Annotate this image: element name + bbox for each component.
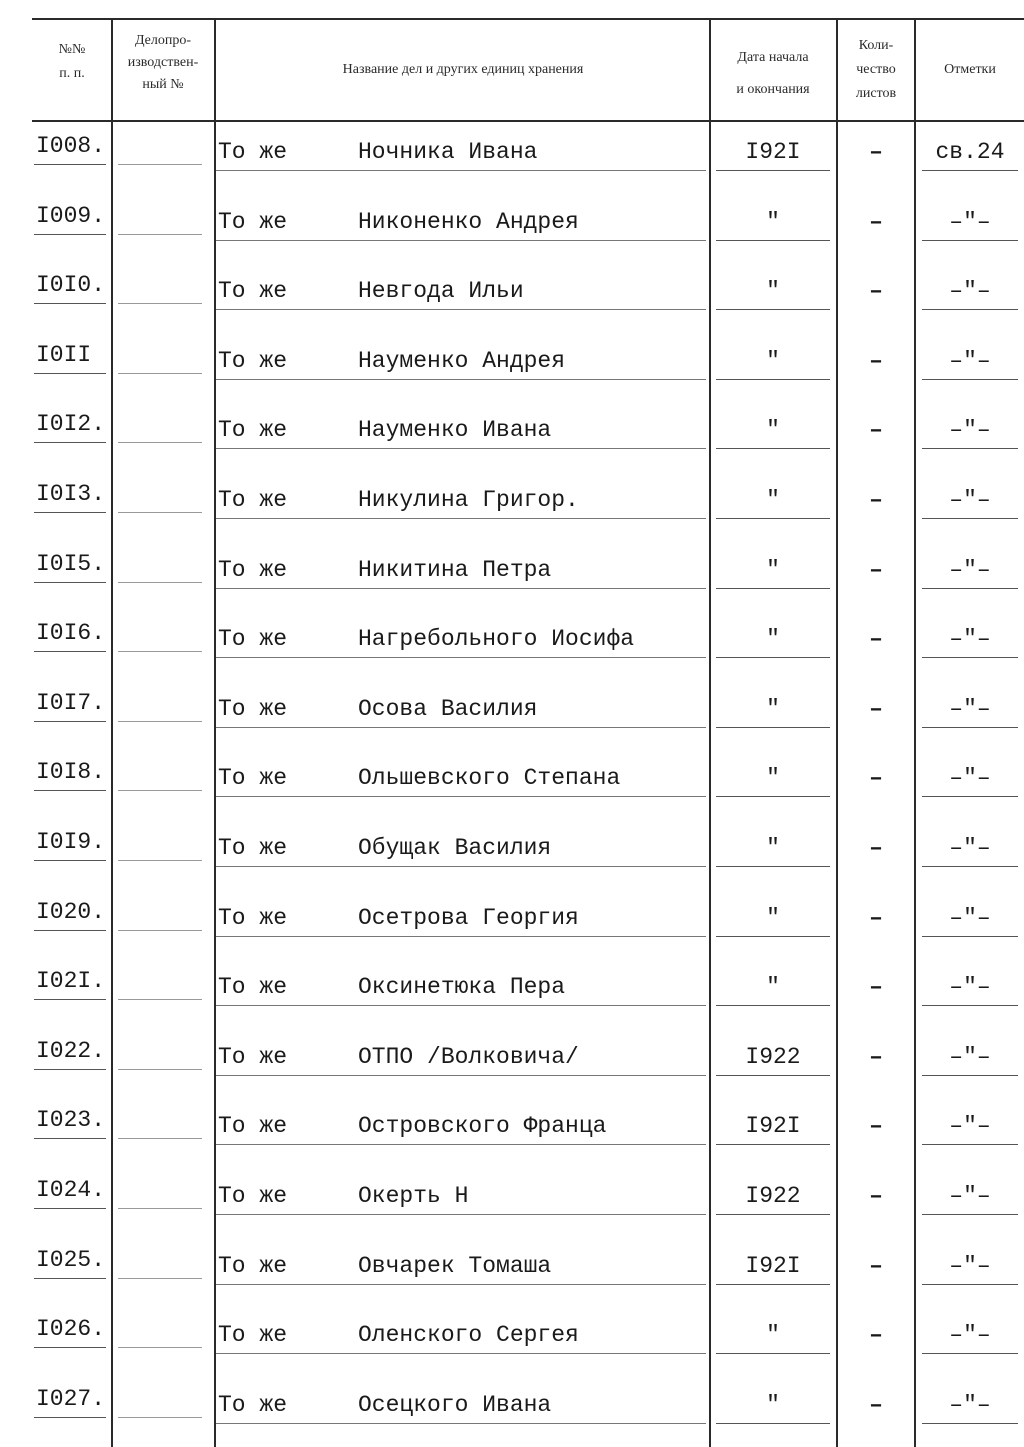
- table-row: [0, 124, 1024, 194]
- row-underline: [716, 588, 830, 589]
- row-note: –"–: [949, 1183, 991, 1209]
- row-date: ": [766, 1322, 780, 1349]
- row-underline: [118, 1208, 202, 1209]
- row-underline: [922, 170, 1018, 171]
- row-number: I020.: [36, 898, 106, 925]
- row-date: ": [766, 556, 780, 583]
- row-underline: [34, 1208, 106, 1209]
- row-sheet-count: –: [869, 765, 883, 792]
- row-same-as: То же: [218, 208, 288, 235]
- row-underline: [216, 309, 706, 310]
- row-date: ": [766, 974, 780, 1001]
- row-underline: [34, 860, 106, 861]
- table-row: [0, 681, 1024, 751]
- row-underline: [118, 721, 202, 722]
- row-note: –"–: [949, 765, 991, 792]
- row-underline: [216, 727, 706, 728]
- row-underline: [716, 1423, 830, 1424]
- row-date: I92I: [745, 139, 801, 165]
- row-underline: [922, 588, 1018, 589]
- row-underline: [922, 379, 1018, 380]
- row-underline: [216, 448, 706, 449]
- row-sheet-count: –: [869, 974, 883, 1001]
- header-number-line-1: №№: [58, 42, 86, 57]
- row-underline: [922, 1353, 1018, 1354]
- row-underline: [118, 1417, 202, 1418]
- table-row: [0, 820, 1024, 890]
- header-office-number: [113, 30, 213, 96]
- row-underline: [716, 796, 830, 797]
- row-same-as: То же: [218, 1183, 288, 1209]
- table-row: [0, 611, 1024, 681]
- row-underline: [922, 1075, 1018, 1076]
- row-same-as: То же: [218, 974, 288, 1001]
- row-underline: [716, 727, 830, 728]
- row-note: –"–: [949, 1113, 991, 1140]
- table-row: [0, 1238, 1024, 1308]
- header-count-line-3: листов: [855, 86, 897, 101]
- row-note: –"–: [949, 695, 991, 722]
- row-number: I025.: [36, 1246, 106, 1273]
- row-underline: [216, 1423, 706, 1424]
- row-underline: [716, 379, 830, 380]
- row-number: I009.: [36, 202, 106, 229]
- row-file-name: Окерть Н: [358, 1183, 469, 1209]
- row-same-as: То же: [218, 626, 288, 653]
- row-note: –"–: [949, 556, 991, 583]
- row-same-as: То же: [218, 1113, 288, 1140]
- row-same-as: То же: [218, 835, 288, 861]
- row-file-name: Нагребольного Иосифа: [358, 626, 635, 653]
- row-underline: [34, 442, 106, 443]
- row-underline: [118, 442, 202, 443]
- header-title: Название дел и других единиц хранения: [342, 62, 584, 77]
- row-underline: [34, 1417, 106, 1418]
- row-underline: [216, 170, 706, 171]
- row-same-as: То же: [218, 1391, 288, 1418]
- row-sheet-count: –: [869, 417, 883, 444]
- table-row: [0, 959, 1024, 1029]
- row-underline: [118, 582, 202, 583]
- row-underline: [118, 1278, 202, 1279]
- row-underline: [716, 1075, 830, 1076]
- row-number: I023.: [36, 1107, 106, 1134]
- row-underline: [34, 790, 106, 791]
- row-number: I0I2.: [36, 411, 106, 438]
- row-underline: [922, 1284, 1018, 1285]
- row-underline: [216, 518, 706, 519]
- table-row: [0, 542, 1024, 612]
- header-office-line-2: изводствен-: [127, 55, 199, 70]
- row-date: ": [766, 626, 780, 653]
- row-same-as: То же: [218, 1252, 288, 1279]
- row-sheet-count: –: [869, 1252, 883, 1279]
- row-date: I922: [745, 1183, 801, 1209]
- row-underline: [922, 1423, 1018, 1424]
- header-office-line-3: ный №: [142, 77, 184, 92]
- row-same-as: То же: [218, 904, 288, 931]
- row-underline: [716, 1214, 830, 1215]
- row-date: ": [766, 417, 780, 444]
- row-underline: [922, 727, 1018, 728]
- row-number: I0I3.: [36, 481, 106, 507]
- table-row: [0, 1377, 1024, 1447]
- row-sheet-count: –: [869, 904, 883, 931]
- row-underline: [118, 860, 202, 861]
- row-underline: [716, 518, 830, 519]
- row-underline: [118, 999, 202, 1000]
- row-same-as: То же: [218, 278, 288, 305]
- row-file-name: Науменко Андрея: [358, 347, 566, 374]
- row-number: I0I9.: [36, 829, 106, 855]
- row-underline: [216, 1353, 706, 1354]
- row-date: ": [766, 765, 780, 792]
- row-underline: [118, 1347, 202, 1348]
- row-underline: [922, 1005, 1018, 1006]
- row-underline: [34, 1069, 106, 1070]
- row-underline: [922, 518, 1018, 519]
- row-underline: [216, 1075, 706, 1076]
- table-row: [0, 1307, 1024, 1377]
- row-underline: [922, 866, 1018, 867]
- row-underline: [34, 582, 106, 583]
- top-border: [32, 18, 1024, 20]
- row-note: –"–: [949, 974, 991, 1001]
- row-note: –"–: [949, 417, 991, 444]
- table-row: [0, 750, 1024, 820]
- row-same-as: То же: [218, 487, 288, 513]
- row-file-name: Осецкого Ивана: [358, 1391, 552, 1418]
- row-same-as: То же: [218, 417, 288, 444]
- row-underline: [118, 1138, 202, 1139]
- header-count-line-2: чество: [856, 62, 896, 77]
- row-number: I0I8.: [36, 759, 106, 786]
- row-underline: [716, 448, 830, 449]
- row-number: I022.: [36, 1037, 106, 1064]
- row-number: I0I7.: [36, 689, 106, 716]
- row-file-name: Никулина Григор.: [358, 487, 579, 513]
- row-underline: [216, 657, 706, 658]
- row-underline: [716, 1353, 830, 1354]
- row-underline: [216, 1214, 706, 1215]
- row-underline: [922, 309, 1018, 310]
- row-underline: [34, 164, 106, 165]
- row-underline: [118, 303, 202, 304]
- row-underline: [34, 1347, 106, 1348]
- header-number-line-2: п. п.: [59, 66, 85, 81]
- row-date: I92I: [745, 1252, 801, 1279]
- row-file-name: Овчарек Томаша: [358, 1252, 552, 1279]
- row-underline: [216, 1005, 706, 1006]
- row-underline: [118, 790, 202, 791]
- row-sheet-count: –: [869, 1113, 883, 1140]
- header-office-line-1: Делопро-: [134, 33, 192, 48]
- row-underline: [922, 1214, 1018, 1215]
- row-note: –"–: [949, 626, 991, 653]
- row-date: I92I: [745, 1113, 801, 1140]
- row-underline: [34, 1278, 106, 1279]
- row-file-name: Островского Франца: [358, 1113, 607, 1140]
- row-note: –"–: [949, 487, 991, 513]
- row-file-name: Ночника Ивана: [358, 139, 538, 165]
- row-note: –"–: [949, 278, 991, 305]
- row-file-name: Никоненко Андрея: [358, 208, 579, 235]
- row-number: I0I5.: [36, 550, 106, 577]
- row-underline: [34, 721, 106, 722]
- row-number: I024.: [36, 1177, 106, 1203]
- row-file-name: Ольшевского Степана: [358, 765, 621, 792]
- row-underline: [216, 936, 706, 937]
- row-underline: [34, 1138, 106, 1139]
- row-number: I008.: [36, 133, 106, 159]
- row-file-name: Осова Василия: [358, 695, 538, 722]
- row-underline: [34, 651, 106, 652]
- row-underline: [34, 999, 106, 1000]
- row-same-as: То же: [218, 556, 288, 583]
- row-date: ": [766, 695, 780, 722]
- row-underline: [716, 170, 830, 171]
- row-sheet-count: –: [869, 139, 883, 165]
- header-sheet-count: [838, 34, 914, 106]
- row-sheet-count: –: [869, 556, 883, 583]
- row-underline: [118, 234, 202, 235]
- row-sheet-count: –: [869, 695, 883, 722]
- row-underline: [34, 303, 106, 304]
- row-sheet-count: –: [869, 278, 883, 305]
- row-note: –"–: [949, 1043, 991, 1070]
- row-underline: [118, 651, 202, 652]
- row-underline: [922, 1144, 1018, 1145]
- row-note: –"–: [949, 1391, 991, 1418]
- row-date: ": [766, 904, 780, 931]
- header-dates: [711, 42, 835, 106]
- table-row: [0, 472, 1024, 542]
- table-row: [0, 263, 1024, 333]
- row-sheet-count: –: [869, 1322, 883, 1349]
- table-row: [0, 1098, 1024, 1168]
- row-number: I026.: [36, 1316, 106, 1343]
- row-date: I922: [745, 1043, 801, 1070]
- row-same-as: То же: [218, 347, 288, 374]
- row-underline: [716, 657, 830, 658]
- header-number: [32, 38, 112, 86]
- header-count-line-1: Коли-: [858, 38, 894, 53]
- row-underline: [216, 796, 706, 797]
- header-dates-line-2: и окончания: [736, 82, 810, 97]
- row-underline: [118, 512, 202, 513]
- table-row: [0, 333, 1024, 403]
- row-underline: [922, 936, 1018, 937]
- table-row: [0, 890, 1024, 960]
- row-underline: [716, 866, 830, 867]
- header-notes: Отметки: [944, 62, 996, 77]
- row-underline: [118, 930, 202, 931]
- row-sheet-count: –: [869, 835, 883, 861]
- table-row: [0, 1168, 1024, 1238]
- row-same-as: То же: [218, 1322, 288, 1349]
- row-note: –"–: [949, 1322, 991, 1349]
- table-row: [0, 1029, 1024, 1099]
- row-underline: [34, 930, 106, 931]
- row-date: ": [766, 835, 780, 861]
- row-sheet-count: –: [869, 1043, 883, 1070]
- row-date: ": [766, 208, 780, 235]
- row-underline: [118, 1069, 202, 1070]
- header-bottom-border: [32, 120, 1024, 122]
- row-underline: [922, 240, 1018, 241]
- row-sheet-count: –: [869, 487, 883, 513]
- row-same-as: То же: [218, 765, 288, 792]
- row-underline: [216, 1284, 706, 1285]
- row-date: ": [766, 278, 780, 305]
- row-underline: [716, 240, 830, 241]
- row-sheet-count: –: [869, 626, 883, 653]
- row-note: –"–: [949, 904, 991, 931]
- row-underline: [922, 796, 1018, 797]
- row-date: ": [766, 487, 780, 513]
- row-underline: [922, 657, 1018, 658]
- row-date: ": [766, 347, 780, 374]
- row-underline: [216, 588, 706, 589]
- row-underline: [34, 234, 106, 235]
- row-underline: [716, 1144, 830, 1145]
- row-number: I0II: [36, 341, 92, 368]
- row-underline: [716, 1284, 830, 1285]
- row-same-as: То же: [218, 139, 288, 165]
- row-file-name: Обущак Василия: [358, 835, 552, 861]
- row-note: –"–: [949, 835, 991, 861]
- row-file-name: Науменко Ивана: [358, 417, 552, 444]
- row-note: св.24: [935, 139, 1005, 165]
- row-same-as: То же: [218, 695, 288, 722]
- row-underline: [216, 379, 706, 380]
- row-same-as: То же: [218, 1043, 288, 1070]
- row-file-name: Невгода Ильи: [358, 278, 524, 305]
- row-underline: [118, 164, 202, 165]
- header-dates-line-1: Дата начала: [737, 50, 809, 65]
- row-underline: [716, 936, 830, 937]
- table-row: [0, 194, 1024, 264]
- row-number: I027.: [36, 1385, 106, 1412]
- row-underline: [716, 1005, 830, 1006]
- row-note: –"–: [949, 347, 991, 374]
- row-sheet-count: –: [869, 1183, 883, 1209]
- row-sheet-count: –: [869, 1391, 883, 1418]
- row-underline: [216, 866, 706, 867]
- row-number: I02I.: [36, 968, 106, 995]
- row-sheet-count: –: [869, 347, 883, 374]
- row-number: I0I0.: [36, 272, 106, 299]
- row-note: –"–: [949, 1252, 991, 1279]
- row-file-name: Оленского Сергея: [358, 1322, 579, 1349]
- row-number: I0I6.: [36, 620, 106, 647]
- row-file-name: Оксинетюка Пера: [358, 974, 566, 1001]
- row-underline: [716, 309, 830, 310]
- row-underline: [34, 373, 106, 374]
- row-file-name: ОТПО /Волковича/: [358, 1043, 579, 1070]
- row-sheet-count: –: [869, 208, 883, 235]
- row-underline: [216, 1144, 706, 1145]
- row-note: –"–: [949, 208, 991, 235]
- row-file-name: Осетрова Георгия: [358, 904, 579, 931]
- row-file-name: Никитина Петра: [358, 556, 552, 583]
- row-date: ": [766, 1391, 780, 1418]
- table-row: [0, 402, 1024, 472]
- row-underline: [922, 448, 1018, 449]
- row-underline: [118, 373, 202, 374]
- row-underline: [216, 240, 706, 241]
- row-underline: [34, 512, 106, 513]
